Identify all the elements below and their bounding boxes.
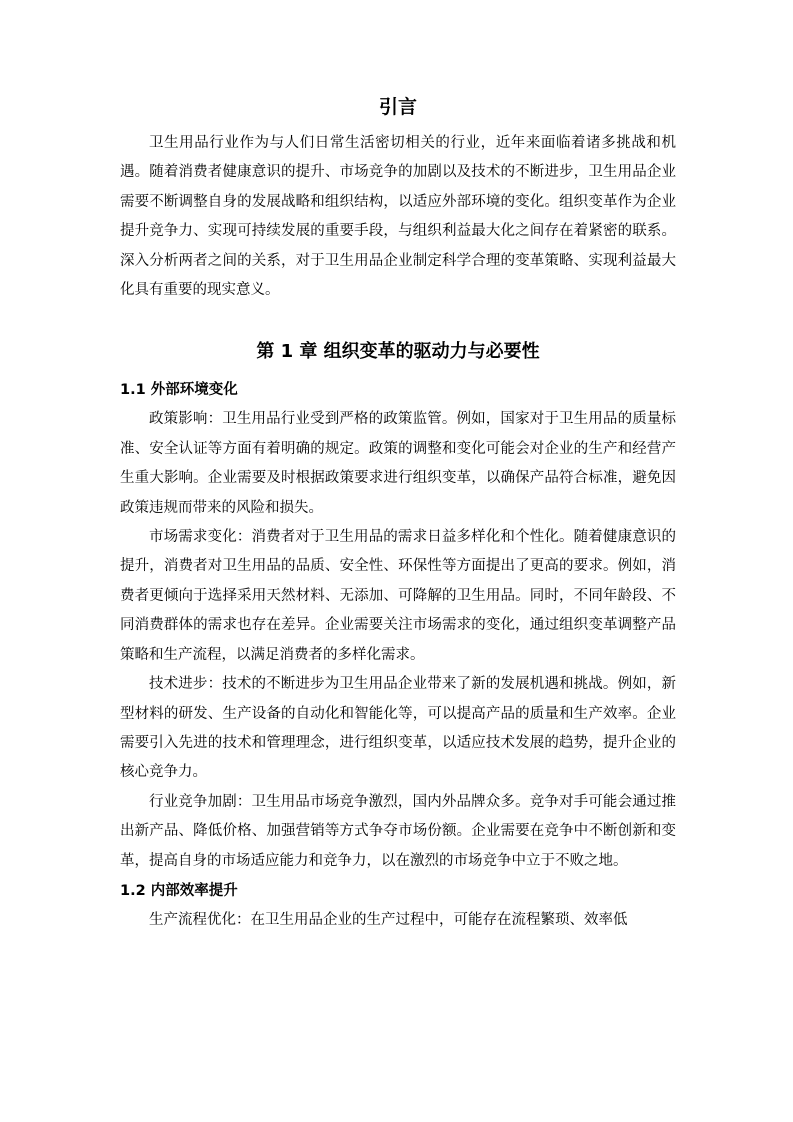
competition-paragraph: 行业竞争加剧：卫生用品市场竞争激烈，国内外品牌众多。竞争对手可能会通过推出新产品、降低价格、加强营销等方式争夺市场份额。企业需要在竞争中不断创新和变革，提高自身的市场适应能力和竞争力，以在激烈的市场竞争中立于不败之地。	[120, 793, 676, 869]
document-page	[120, 92, 676, 935]
chapter-1-title: 第 1 章 组织变革的驱动力与必要性	[256, 341, 540, 363]
intro-paragraph: 卫生用品行业作为与人们日常生活密切相关的行业，近年来面临着诸多挑战和机遇。随着消费者健康意识的提升、市场竞争的加剧以及技术的不断进步，卫生用品企业需要不断调整自身的发展战略和组织结构，以适应外部环境的变化。组织变革作为企业提升竞争力、实现可持续发展的重要手段，与组织利益最大化之间存在着紧密的联系。深入分析两者之间的关系，对于卫生用品企业制定科学合理的变革策略、实现利益最大化具有重要的现实意义。	[120, 135, 676, 299]
intro-title: 引言	[378, 96, 417, 118]
technology-paragraph: 技术进步：技术的不断进步为卫生用品企业带来了新的发展机遇和挑战。例如，新型材料的研发、生产设备的自动化和智能化等，可以提高产品的质量和生产效率。企业需要引入先进的技术和管理理念，进行组织变革，以适应技术发展的趋势，提升企业的核心竞争力。	[120, 676, 676, 781]
policy-paragraph: 政策影响：卫生用品行业受到严格的政策监管。例如，国家对于卫生用品的质量标准、安全认证等方面有着明确的规定。政策的调整和变化可能会对企业的生产和经营产生重大影响。企业需要及时根据政策要求进行组织变革，以确保产品符合标准，避免因政策违规而带来的风险和损失。	[120, 411, 676, 516]
production-process-paragraph: 生产流程优化：在卫生用品企业的生产过程中，可能存在流程繁琐、效率低	[149, 911, 628, 928]
market-demand-paragraph: 市场需求变化：消费者对于卫生用品的需求日益多样化和个性化。随着健康意识的提升，消费者对卫生用品的品质、安全性、环保性等方面提出了更高的要求。例如，消费者更倾向于选择采用天然材料、无添加、可降解的卫生用品。同时，不同年龄段、不同消费群体的需求也存在差异。企业需要关注市场需求的变化，通过组织变革调整产品策略和生产流程，以满足消费者的多样化需求。	[120, 529, 676, 663]
section-1-2-heading: 1.2 内部效率提升	[120, 882, 238, 899]
section-1-1-heading: 1.1 外部环境变化	[120, 382, 238, 399]
